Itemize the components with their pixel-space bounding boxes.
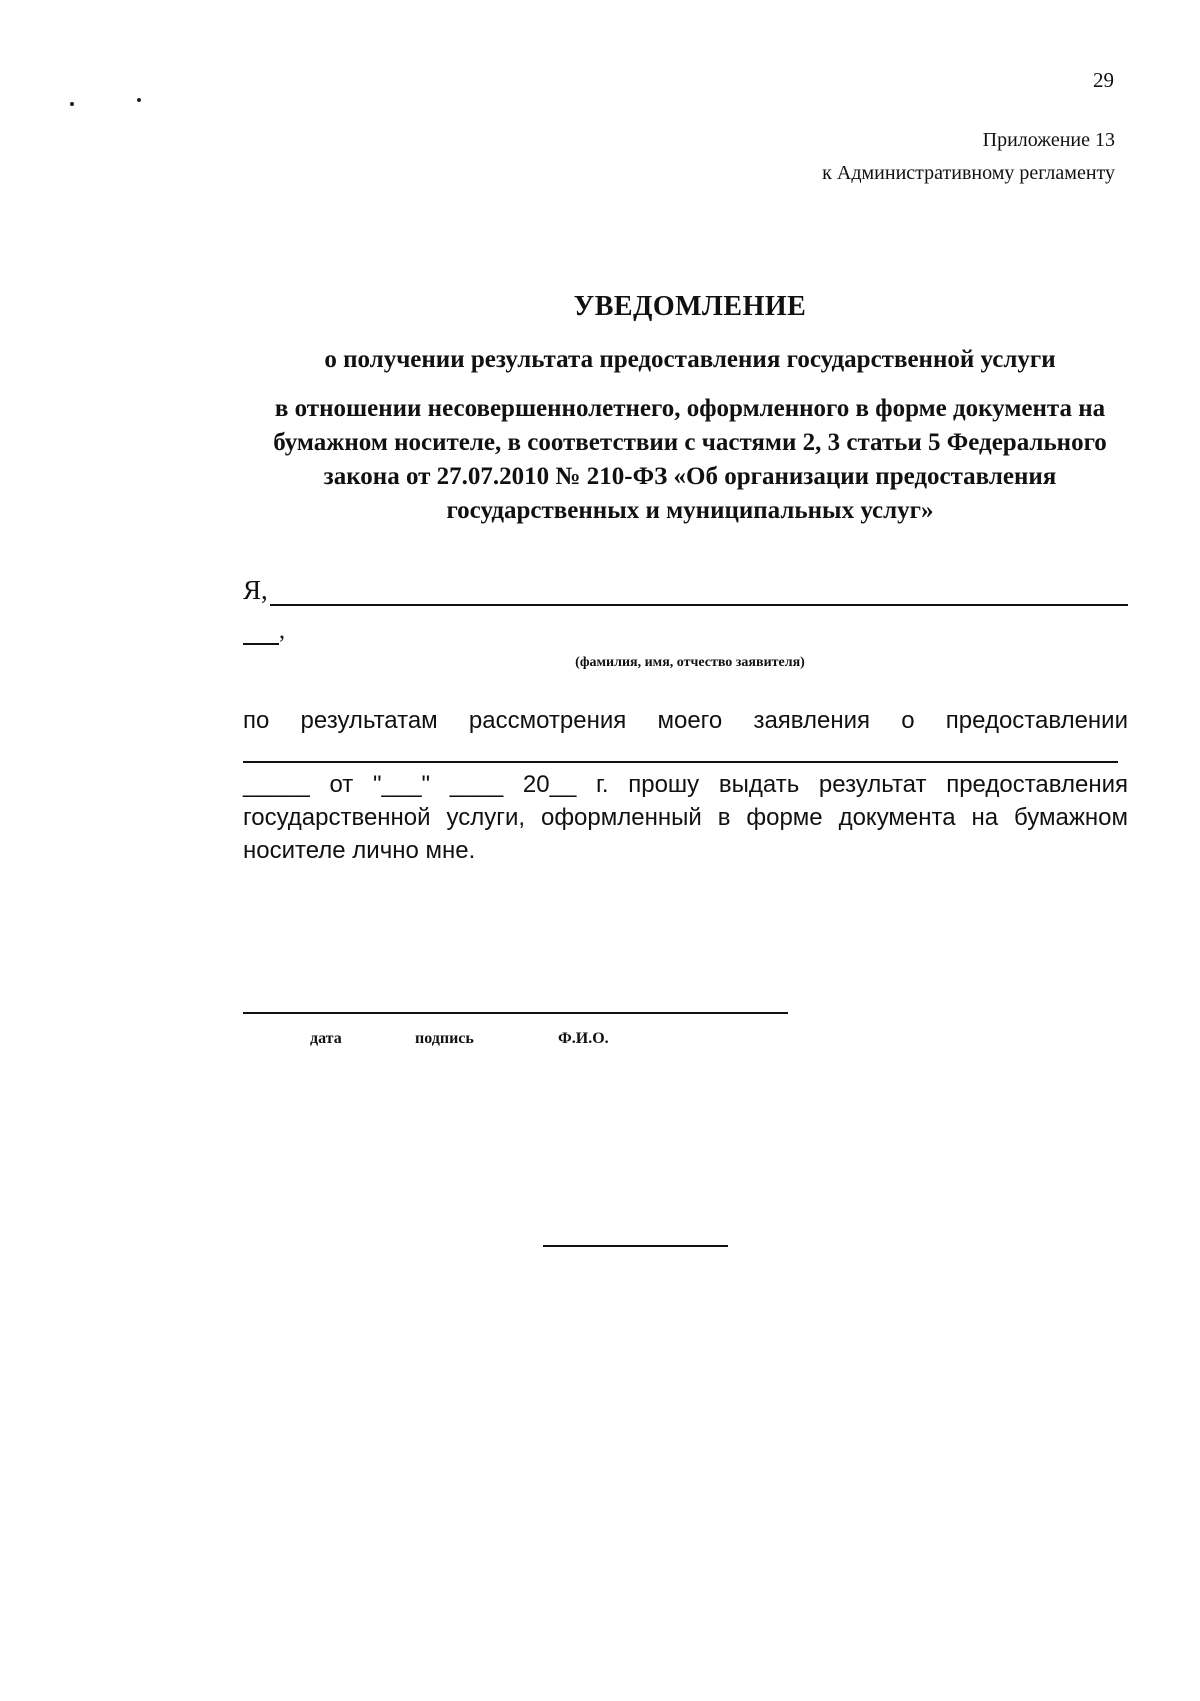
appendix-number: Приложение 13	[982, 129, 1115, 151]
applicant-name-row	[243, 575, 1128, 606]
body-paragraph-2: _____ от "___" ____ 20__ г. прошу выдать результат предоставления государственной услуги, оформленный в форме документа на бумажном носителе лично мне.	[243, 771, 1128, 864]
applicant-name-field[interactable]	[270, 578, 1128, 606]
document-subtitle-details: в отношении несовершеннолетнего, оформленного в форме документа на бумажном носителе, в соответствии с частями 2, 3 статьи 5 Федерального закона от 27.07.2010 № 210-ФЗ «Об организации предоставления государственных и муниципальных услуг»	[273, 395, 1107, 524]
signature-label: подпись	[415, 1030, 474, 1047]
page-number: 29	[1093, 68, 1114, 92]
document-title: УВЕДОМЛЕНИЕ	[573, 291, 807, 322]
applicant-name-continuation	[243, 618, 285, 645]
body-paragraph-1: по результатам рассмотрения моего заявления о предоставлении	[243, 707, 1128, 734]
scan-mark	[137, 98, 141, 102]
applicant-prefix: Я,	[243, 575, 268, 605]
end-separator	[543, 1245, 728, 1247]
application-blank-field[interactable]	[243, 761, 1118, 763]
full-name-label: Ф.И.О.	[558, 1030, 609, 1047]
signature-line[interactable]	[243, 1012, 788, 1014]
applicant-comma: ,	[279, 618, 285, 644]
appendix-reference: к Административному регламенту	[822, 162, 1115, 184]
date-label: дата	[310, 1030, 342, 1047]
scan-mark	[70, 102, 74, 106]
document-subtitle: о получении результата предоставления государственной услуги	[324, 346, 1056, 373]
appendix-header	[822, 124, 1115, 190]
applicant-caption: (фамилия, имя, отчество заявителя)	[575, 655, 805, 670]
applicant-name-field-continued[interactable]	[243, 623, 279, 645]
